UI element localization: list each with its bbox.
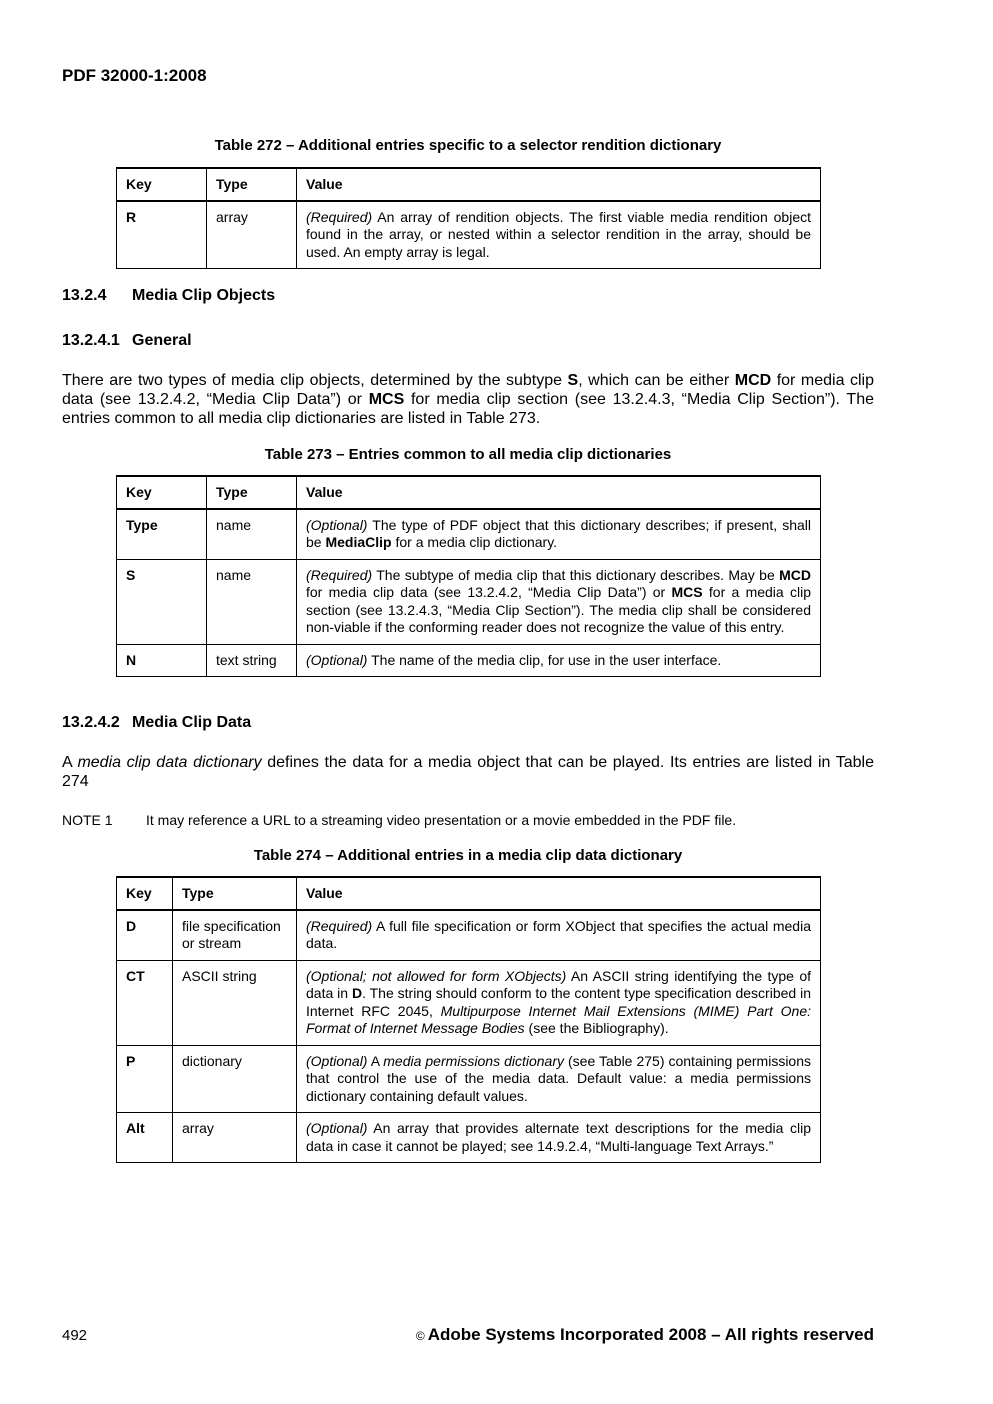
entry-value: (Optional) The type of PDF object that this dictionary describes; if present, shall be MediaClip for a media clip dictionary. (297, 509, 821, 560)
section-heading-13-2-4: 13.2.4 Media Clip Objects (62, 287, 276, 304)
note-text: It may reference a URL to a streaming video presentation or a movie embedded in the PDF file. (146, 812, 737, 828)
table-272-caption: Table 272 – Additional entries specific to a selector rendition dictionary (214, 137, 722, 154)
entry-value: (Required) An array of rendition objects. The first viable media rendition object found in the array, or nested within a selector rendition in the array, should be used. An empty array is legal. (297, 201, 821, 269)
entry-type: name (207, 559, 297, 644)
column-header-value: Value (297, 168, 821, 201)
table-274 (116, 876, 821, 1163)
column-header-value: Value (297, 877, 821, 910)
column-header-type: Type (207, 476, 297, 509)
entry-value: (Required) A full file specification or form XObject that specifies the actual media data. (297, 910, 821, 961)
page-header: PDF 32000-1:2008 (62, 66, 207, 85)
note-1 (62, 812, 874, 828)
entry-value: (Optional) A media permissions dictionary (see Table 275) containing permissions that control the use of the media data. Default value: a media permissions dictionary containing default values. (297, 1045, 821, 1113)
section-heading-13-2-4-2: 13.2.4.2 Media Clip Data (62, 714, 252, 731)
table-header-row (117, 877, 821, 910)
paragraph-media-clip-data: A media clip data dictionary defines the data for a media object that can be played. Its entries are listed in Table 274 (62, 754, 875, 790)
table-row (117, 201, 821, 269)
table-row (117, 960, 821, 1045)
column-header-key: Key (117, 877, 173, 910)
entry-type: ASCII string (173, 960, 297, 1045)
table-row (117, 1045, 821, 1113)
entry-type: dictionary (173, 1045, 297, 1113)
table-header-row (117, 168, 821, 201)
entry-key: S (117, 559, 207, 644)
entry-key: N (117, 644, 207, 677)
paragraph-media-clip-types: There are two types of media clip objects, determined by the subtype S, which can be either MCD for media clip data (see 13.2.4.2, “Media Clip Data”) or MCS for media clip section (see 13.2.4.3, “Media Clip Section”). The entries common to all media clip dictionaries are listed in Table 273. (62, 372, 875, 427)
table-row (117, 910, 821, 961)
entry-key: Type (117, 509, 207, 560)
entry-value: (Required) The subtype of media clip that this dictionary describes. May be MCD for media clip data (see 13.2.4.2, “Media Clip Data”) or MCS for a media clip section (see 13.2.4.3, “Media Clip Section”). The media clip shall be considered non-viable if the conforming reader does not recognize the value of this entry. (297, 559, 821, 644)
table-row (117, 509, 821, 560)
entry-value: (Optional) An array that provides alternate text descriptions for the media clip data in case it cannot be played; see 14.9.2.4, “Multi-language Text Arrays.” (297, 1113, 821, 1163)
entry-type: array (173, 1113, 297, 1163)
table-274-caption: Table 274 – Additional entries in a media clip data dictionary (253, 847, 683, 864)
table-273-caption: Table 273 – Entries common to all media clip dictionaries (264, 446, 672, 463)
copyright-notice: © Adobe Systems Incorporated 2008 – All rights reserved (415, 1325, 874, 1344)
page-number: 492 (62, 1327, 88, 1344)
entry-type: text string (207, 644, 297, 677)
entry-key: P (117, 1045, 173, 1113)
column-header-key: Key (117, 476, 207, 509)
entry-key: Alt (117, 1113, 173, 1163)
entry-key: R (117, 201, 207, 269)
section-heading-13-2-4-1: 13.2.4.1 General (62, 332, 192, 349)
table-272 (116, 167, 821, 269)
entry-type: name (207, 509, 297, 560)
copyright-symbol: © (415, 1329, 425, 1343)
column-header-type: Type (207, 168, 297, 201)
column-header-key: Key (117, 168, 207, 201)
column-header-type: Type (173, 877, 297, 910)
table-header-row (117, 476, 821, 509)
column-header-value: Value (297, 476, 821, 509)
table-273 (116, 475, 821, 677)
table-row (117, 1113, 821, 1163)
entry-key: CT (117, 960, 173, 1045)
note-label: NOTE 1 (62, 812, 113, 828)
entry-value: (Optional; not allowed for form XObjects) An ASCII string identifying the type of data in D. The string should conform to the content type specification described in Internet RFC 2045, Multipurpose Internet Mail Extensions (MIME) Part One: Format of Internet Message Bodies (see the Bibliography). (297, 960, 821, 1045)
table-row (117, 644, 821, 677)
table-row (117, 559, 821, 644)
entry-type: file specification or stream (173, 910, 297, 961)
entry-key: D (117, 910, 173, 961)
entry-type: array (207, 201, 297, 269)
entry-value: (Optional) The name of the media clip, for use in the user interface. (297, 644, 821, 677)
